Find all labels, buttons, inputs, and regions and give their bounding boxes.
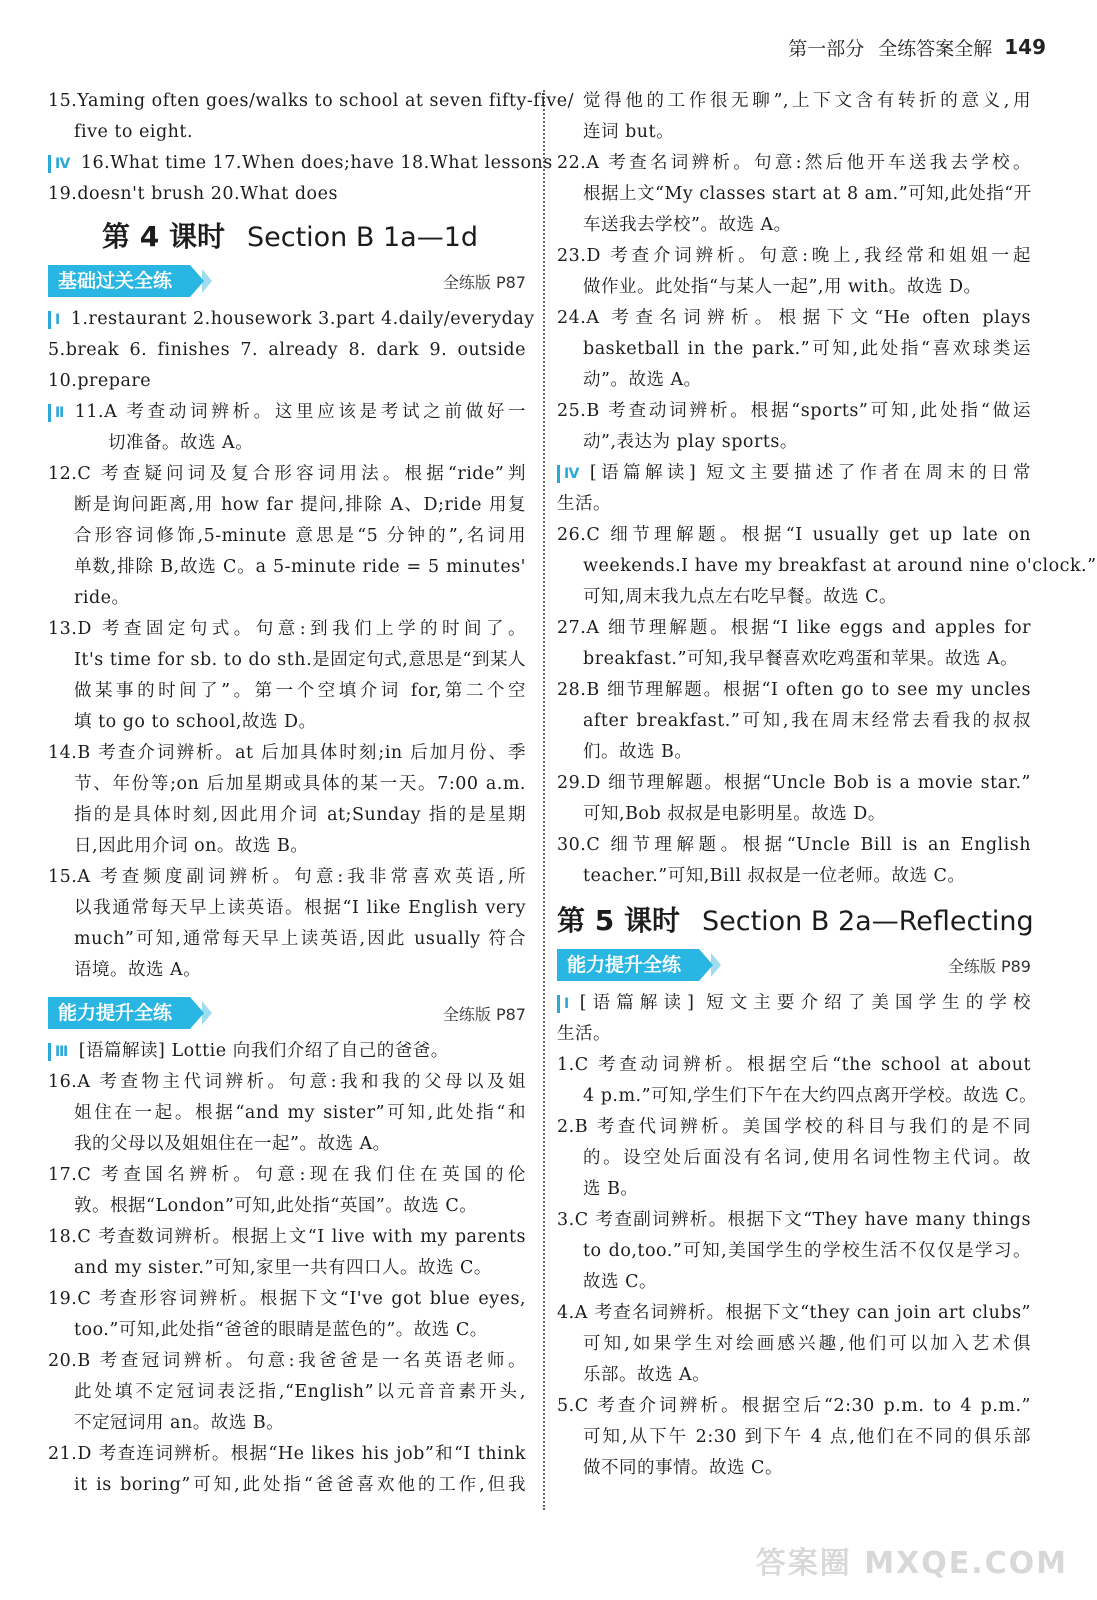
text-line: 20.B 考查冠词辨析。句意:我爸爸是一名英语老师。 [48, 1351, 526, 1371]
text-line: 此处填不定冠词表泛指,“English”以元音音素开头, [74, 1382, 526, 1402]
text-line: 16.A 考查物主代词辨析。句意:我和我的父母以及姐 [48, 1072, 526, 1092]
text-line: 4.A 考查名词辨析。根据下文“they can join art clubs” [557, 1303, 1031, 1323]
text-line: 21.D 考查连词辨析。根据“He likes his job”和“I think [48, 1444, 526, 1464]
text-line: 10.prepare [48, 371, 152, 391]
text-line: 可知,周末我九点左右吃早餐。故选 C。 [583, 587, 898, 607]
text-line: 觉得他的工作很无聊”,上下文含有转折的意义,用 [583, 91, 1031, 111]
text-line: teacher.”可知,Bill 叔叔是一位老师。故选 C。 [583, 866, 966, 886]
lesson-5-title [557, 898, 1034, 944]
text-line: ride。 [74, 588, 130, 608]
text-line: 可知,Bob 叔叔是电影明星。故选 D。 [583, 804, 886, 824]
lesson-label: 第 5 课时 [557, 904, 680, 937]
text-line: 26.C 细节理解题。根据“I usually get up late on [557, 525, 1031, 545]
text-line: 车送我去学校”。故选 A。 [583, 215, 792, 235]
roman-marker: Ⅰ [557, 995, 574, 1013]
text-line: and my sister.”可知,家里一共有四口人。故选 C。 [74, 1258, 492, 1278]
text-line: 填 to go to school,故选 D。 [74, 712, 317, 732]
text-line: 30.C 细节理解题。根据“Uncle Bill is an English [557, 835, 1031, 855]
page-reference: 全练版 P87 [442, 272, 526, 292]
text-line: 可知,如果学生对绘画感兴趣,他们可以加入艺术俱 [583, 1334, 1031, 1354]
page-number: 149 [1004, 35, 1046, 59]
text-line: 我的父母以及姐姐住在一起”。故选 A。 [74, 1134, 391, 1154]
text-line: 1.C 考查动词辨析。根据空后“the school at about [557, 1055, 1031, 1075]
lesson-label: 第 4 课时 [102, 220, 225, 253]
text-line: it is boring”可知,此处指“爸爸喜欢他的工作,但我 [74, 1475, 526, 1495]
text-line: 选 B。 [583, 1179, 639, 1199]
text-line [48, 397, 526, 428]
text-line: 乐部。故选 A。 [583, 1365, 711, 1385]
text-line: 14.B 考查介词辨析。at 后加具体时刻;in 后加月份、季 [48, 743, 526, 763]
text-line: 28.B 细节理解题。根据“I often go to see my uncles [557, 680, 1031, 700]
text-line: 指的是具体时刻,因此用介词 at;Sunday 指的是星期 [74, 805, 526, 825]
text-line: 22.A 考查名词辨析。句意:然后他开车送我去学校。 [557, 153, 1031, 173]
text-span: 11.A 考查动词辨析。这里应该是考试之前做好一 [74, 402, 526, 422]
lesson-section: Section B 1a—1d [246, 222, 479, 253]
text-line: 29.D 细节理解题。根据“Uncle Bob is a movie star.” [557, 773, 1031, 793]
text-line: 做不同的事情。故选 C。 [583, 1458, 783, 1478]
text-line: 的。设空处后面没有名词,使用名词性物主代词。故 [583, 1148, 1031, 1168]
section-banner: 能力提升全练 [557, 949, 699, 981]
text-line: 做某事的时间了”。第一个空填介词 for,第二个空 [74, 681, 526, 701]
text-line: to do,too.”可知,美国学生的学校生活不仅仅是学习。 [583, 1241, 1031, 1261]
text-line: 27.A 细节理解题。根据“I like eggs and apples for [557, 618, 1031, 638]
text-line: five to eight. [74, 122, 194, 142]
text-line: 切准备。故选 A。 [108, 433, 254, 453]
watermark: 答案圈 MXQE.COM [755, 1546, 1068, 1581]
text-line: 25.B 考查动词辨析。根据“sports”可知,此处指“做运 [557, 401, 1031, 421]
text-line: breakfast.”可知,我早餐喜欢吃鸡蛋和苹果。故选 A。 [583, 649, 1019, 669]
text-line: 单数,排除 B,故选 C。a 5-minute ride = 5 minutes' [74, 557, 526, 577]
roman-marker: Ⅱ [48, 404, 69, 422]
text-line: 2.B 考查代词辨析。美国学校的科目与我们的是不同 [557, 1117, 1031, 1137]
text-line: 12.C 考查疑问词及复合形容词用法。根据“ride”判 [48, 464, 526, 484]
text-line: 19.doesn't brush 20.What does [48, 184, 338, 204]
text-line: 节、年份等;on 后加星期或具体的某一天。7:00 a.m. [74, 774, 526, 794]
text-line: 生活。 [557, 1024, 611, 1044]
text-line: 17.C 考查国名辨析。句意:现在我们住在英国的伦 [48, 1165, 526, 1185]
text-line: 4 p.m.”可知,学生们下午在大约四点离开学校。故选 C。 [583, 1086, 1038, 1106]
text-span: 16.What time 17.When does;have 18.What lessons [80, 153, 553, 173]
text-line: 合形容词修饰,5-minute 意思是“5 分钟的”,名词用 [74, 526, 526, 546]
text-line: after breakfast.”可知,我在周末经常去看我的叔叔 [583, 711, 1031, 731]
text-span: [语篇解读] 短文主要描述了作者在周末的日常 [589, 463, 1031, 483]
text-line: 24.A 考查名词辨析。根据下文“He often plays [557, 308, 1031, 328]
text-line: 故选 C。 [583, 1272, 657, 1292]
text-line: 可知,从下午 2:30 到下午 4 点,他们在不同的俱乐部 [583, 1427, 1031, 1447]
text-span: [语篇解读] Lottie 向我们介绍了自己的爸爸。 [78, 1041, 449, 1061]
text-line: basketball in the park.”可知,此处指“喜欢球类运 [583, 339, 1031, 359]
roman-marker: Ⅳ [48, 155, 75, 173]
roman-marker: Ⅲ [48, 1043, 73, 1061]
text-line: weekends.I have my breakfast at around nine o'clock.” [583, 556, 1097, 576]
column-divider [543, 90, 545, 1510]
right-column [557, 86, 1097, 1484]
text-line: 23.D 考查介词辨析。句意:晚上,我经常和姐姐一起 [557, 246, 1031, 266]
text-line: 日,因此用介词 on。故选 B。 [74, 836, 309, 856]
left-column [48, 86, 575, 1501]
text-line: 生活。 [557, 494, 611, 514]
page-reference: 全练版 P89 [947, 956, 1031, 976]
header-part: 第一部分 [788, 37, 865, 60]
text-line: 15.A 考查频度副词辨析。句意:我非常喜欢英语,所 [48, 867, 526, 887]
lesson-4-title [48, 214, 526, 260]
text-line: 敦。根据“London”可知,此处指“英国”。故选 C。 [74, 1196, 478, 1216]
header-subtitle: 全练答案全解 [878, 37, 993, 60]
roman-marker: Ⅰ [48, 311, 65, 329]
section-banner: 能力提升全练 [48, 997, 190, 1029]
text-line: 语境。故选 A。 [74, 960, 202, 980]
text-line: 5.C 考查介词辨析。根据空后“2:30 p.m. to 4 p.m.” [557, 1396, 1031, 1416]
text-line: 姐住在一起。根据“and my sister”可知,此处指“和 [74, 1103, 526, 1123]
text-line [48, 148, 553, 179]
text-line: 连词 but。 [583, 122, 675, 142]
text-line: 根据上文“My classes start at 8 am.”可知,此处指“开 [583, 184, 1032, 204]
text-line: 5.break 6. finishes 7. already 8. dark 9. outside [48, 340, 526, 360]
text-line: 做作业。此处指“与某人一起”,用 with。故选 D。 [583, 277, 982, 297]
text-line: 3.C 考查副词辨析。根据下文“They have many things [557, 1210, 1031, 1230]
text-span: 1.restaurant 2.housework 3.part 4.daily/everyday [70, 309, 535, 329]
text-line [48, 304, 535, 335]
section-banner: 基础过关全练 [48, 265, 190, 297]
roman-marker: Ⅳ [557, 465, 584, 483]
text-line: 19.C 考查形容词辨析。根据下文“I've got blue eyes, [48, 1289, 526, 1309]
text-line: 18.C 考查数词辨析。根据上文“I live with my parents [48, 1227, 526, 1247]
text-line: 15.Yaming often goes/walks to school at seven fifty-five/ [48, 91, 575, 111]
section-banner-row [48, 994, 526, 1032]
text-line [557, 458, 1031, 489]
text-line: 以我通常每天早上读英语。根据“I like English very [74, 898, 526, 918]
text-line: 们。故选 B。 [583, 742, 693, 762]
section-banner-row [557, 946, 1031, 984]
text-line [557, 988, 1031, 1019]
text-line: 动”,表达为 play sports。 [583, 432, 798, 452]
text-line: 动”。故选 A。 [583, 370, 702, 390]
text-line: 13.D 考查固定句式。句意:到我们上学的时间了。 [48, 619, 526, 639]
section-banner-row [48, 262, 526, 300]
text-line: too.”可知,此处指“爸爸的眼睛是蓝色的”。故选 C。 [74, 1320, 488, 1340]
lesson-section: Section B 2a—Reflecting [701, 906, 1034, 937]
page-header [788, 30, 1046, 64]
text-line: It's time for sb. to do sth.是固定句式,意思是“到某人 [74, 650, 526, 670]
text-line [48, 1036, 526, 1067]
text-line: 断是询问距离,用 how far 提问,排除 A、D;ride 用复 [74, 495, 526, 515]
text-line: much”可知,通常每天早上读英语,因此 usually 符合 [74, 929, 526, 949]
text-line: 不定冠词用 an。故选 B。 [74, 1413, 285, 1433]
text-span: [语篇解读] 短文主要介绍了美国学生的学校 [579, 993, 1031, 1013]
page-reference: 全练版 P87 [442, 1004, 526, 1024]
